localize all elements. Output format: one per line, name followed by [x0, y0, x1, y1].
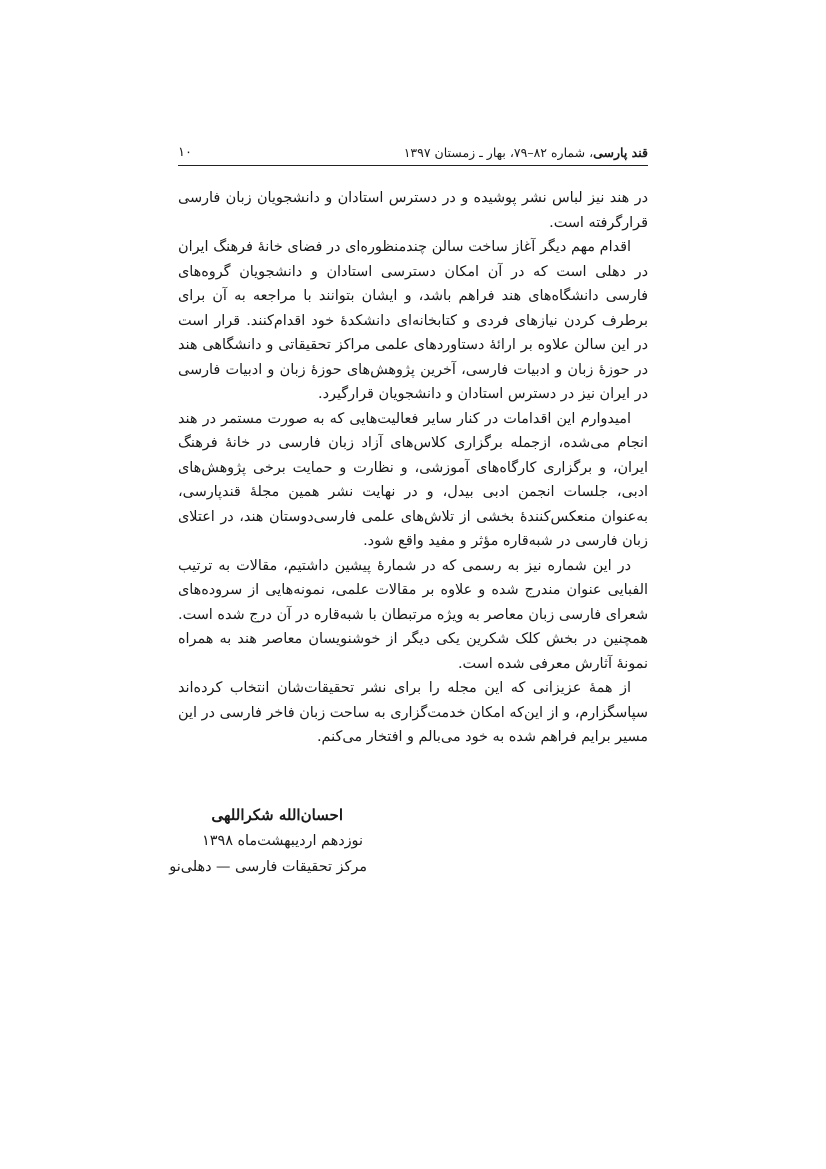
paragraph-3: امیدوارم این اقدامات در کنار سایر فعالیت‌هایی که به صورت مستمر در هند انجام می‌شده، ازجمله برگزاری کلاس‌های آزاد زبان فارسی در خانهٔ فرهنگ ایران، و برگزاری کارگاه‌های آموزشی، و نظارت و حمایت برخی پژوهش‌های ادبی، جلسات انجمن ادبی بیدل، و در نهایت نشر همین مجلهٔ قندپارسی، به‌عنوان منعکس‌کنندهٔ بخشی از تلاش‌های علمی فارسی‌دوستان هند، در اعتلای زبان فارسی در شبه‌قاره مؤثر و مفید واقع شود. [178, 410, 648, 549]
signature-block [169, 802, 367, 880]
author-name: احسان‌الله شکراللهی [211, 806, 343, 824]
running-header [178, 143, 648, 166]
page-number: ۱۰ [178, 145, 192, 160]
paragraph-5: از همهٔ عزیزانی که این مجله را برای نشر تحقیقات‌شان انتخاب کرده‌اند سپاسگزارم، و از این‌که امکان خدمت‌گزاری به ساحت زبان فاخر فارسی در این مسیر برایم فراهم شده به خود می‌بالم و افتخار می‌کنم. [178, 680, 648, 745]
journal-name: قند پارسی [593, 145, 648, 160]
article-body [178, 186, 648, 750]
paragraph-2: اقدام مهم دیگر آغاز ساخت سالن چندمنظوره‌ای در فضای خانهٔ فرهنگ ایران در دهلی است که در آن امکان دسترسی استادان و دانشجویان گروه‌های فارسی دانشگاه‌های هند فراهم باشد، و ایشان بتوانند با مراجعه به آن برای برطرف کردن نیازهای فردی و کتابخانه‌ای دانشکدهٔ خود اقدام‌کنند. قرار است در این سالن علاوه بر ارائهٔ دستاوردهای علمی مراکز تحقیقاتی و دانشگاهی هند در حوزهٔ زبان و ادبیات فارسی، آخرین پژوهش‌های حوزهٔ زبان و ادبیات فارسی در ایران نیز در دسترس استادان و دانشجویان قرارگیرد. [178, 239, 648, 402]
signature-date: نوزدهم اردیبهشت‌ماه ۱۳۹۸ [202, 833, 363, 849]
header-journal-info [404, 145, 648, 160]
paragraph-4: در این شماره نیز به رسمی که در شمارهٔ پیشین داشتیم، مقالات به ترتیب الفبایی عنوان مندرج شده و علاوه بر مقالات علمی، نمونه‌هایی از سروده‌های شعرای فارسی زبان معاصر به ویژه مرتبطان با شبه‌قاره در آن درج شده است. همچنین در بخش کلک شکرین یکی دیگر از خوشنویسان معاصر هند به همراه نمونهٔ آثارش معرفی شده است. [178, 557, 648, 672]
signature-affiliation: مرکز تحقیقات فارسی — دهلی‌نو [169, 859, 367, 875]
issue-info: ، شماره ۸۲–۷۹، بهار ـ زمستان ۱۳۹۷ [403, 145, 594, 160]
paragraph-1: در هند نیز لباس نشر پوشیده و در دسترس استادان و دانشجویان زبان فارسی قرارگرفته است. [178, 190, 648, 231]
